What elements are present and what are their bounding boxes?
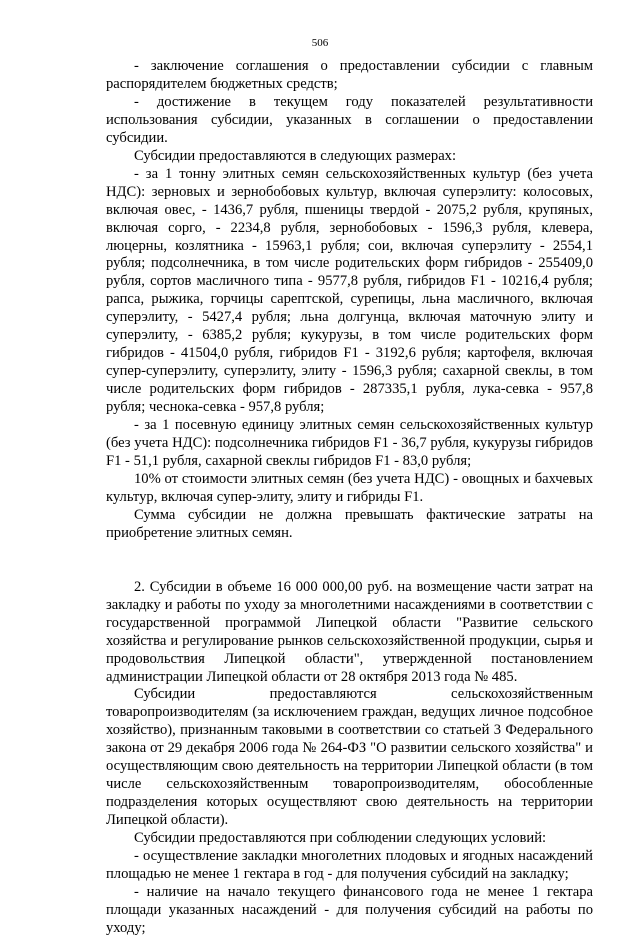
- paragraph-condition-maintenance: - наличие на начало текущего финансового года не менее 1 гектара площади указанных насаждений - для получения субсидий на работы по уходу;: [106, 883, 593, 936]
- paragraph-rate-vegetables: 10% от стоимости элитных семян (без учета НДС) - овощных и бахчевых культур, включая супер-элиту, элиту и гибриды F1.: [106, 470, 593, 505]
- paragraph-rate-per-ton: - за 1 тонну элитных семян сельскохозяйственных культур (без учета НДС): зерновых и зернобобовых культур, включая суперэлиту: колосовых, включая овес, - 1436,7 рубля, пшеницы твердой - 2075,2 рубля, крупяных, включая сорго, - 2234,8 рубля, зернобобовых - 1596,3 рубля, клевера, люцерны, козлятника - 15963,1 рубля; сои, включая суперэлиту - 2554,1 рубля; подсолнечника, в том числе родительских форм гибридов - 255409,0 рубля, сортов масличного типа - 9577,8 рубля, гибридов F1 - 10216,4 рубля; рапса, рыжика, горчицы сарептской, сурепицы, льна масличного, включая суперэлиту, - 5427,4 рубля; льна долгунца, включая маточную элиту и суперэлиту, - 6385,2 рубля; кукурузы, в том числе родительских форм гибридов - 41504,0 рубля, гибридов F1 - 3192,6 рубля; картофеля, включая супер-суперэлиту, суперэлиту, элиту - 1596,3 рубля; сахарной свеклы, в том числе родительских форм гибридов - 287335,1 рубля, лука-севка - 957,8 рубля; чеснока-севка - 957,8 рубля;: [106, 165, 593, 416]
- paragraph-recipients: Субсидии предоставляются сельскохозяйственным товаропроизводителям (за исключением граждан, ведущих личное подсобное хозяйство), признанным таковыми в соответствии со статьей 3 Федерального закона от 29 декабря 2006 года № 264-ФЗ "О развитии сельского хозяйства" и осуществляющим свою деятельность на территории Липецкой области (в том числе сельскохозяйственным товаропроизводителям, обособленные подразделения которых осуществляют свою деятельность на территории Липецкой области).: [106, 686, 593, 829]
- paragraph-conditions-heading: Субсидии предоставляются при соблюдении следующих условий:: [134, 830, 547, 847]
- paragraph-performance-condition: - достижение в текущем году показателей результативности использования субсидии, указанных в соглашении о предоставлении субсидии.: [106, 93, 593, 146]
- section-spacer: [106, 543, 593, 579]
- paragraph-agreement-condition: - заключение соглашения о предоставлении субсидии с главным распорядителем бюджетных средств;: [106, 58, 593, 92]
- paragraph-rate-per-seed-unit: - за 1 посевную единицу элитных семян сельскохозяйственных культур (без учета НДС): подсолнечника гибридов F1 - 36,7 рубля, кукурузы гибридов F1 - 51,1 рубля, сахарной свеклы гибридов F1 - 83,0 рубля;: [106, 417, 593, 469]
- page-number: 506: [311, 37, 329, 49]
- paragraph-section-2: 2. Субсидии в объеме 16 000 000,00 руб. на возмещение части затрат на закладку и работы по уходу за многолетними насаждениями в соответствии с государственной программой Липецкой области "Развитие сельского хозяйства и регулирование рынков сельскохозяйственной продукции, сырья и продовольствия Липецкой области", утвержденной постановлением администрации Липецкой области от 28 октября 2013 года № 485.: [106, 578, 593, 685]
- paragraph-subsidy-limit: Сумма субсидии не должна превышать фактические затраты на приобретение элитных семян.: [106, 506, 593, 541]
- paragraph-rates-heading: Субсидии предоставляются в следующих размерах:: [134, 147, 457, 164]
- document-body: [106, 58, 593, 938]
- paragraph-condition-planting: - осуществление закладки многолетних плодовых и ягодных насаждений площадью не менее 1 гектара в год - для получения субсидий на закладку;: [106, 848, 593, 882]
